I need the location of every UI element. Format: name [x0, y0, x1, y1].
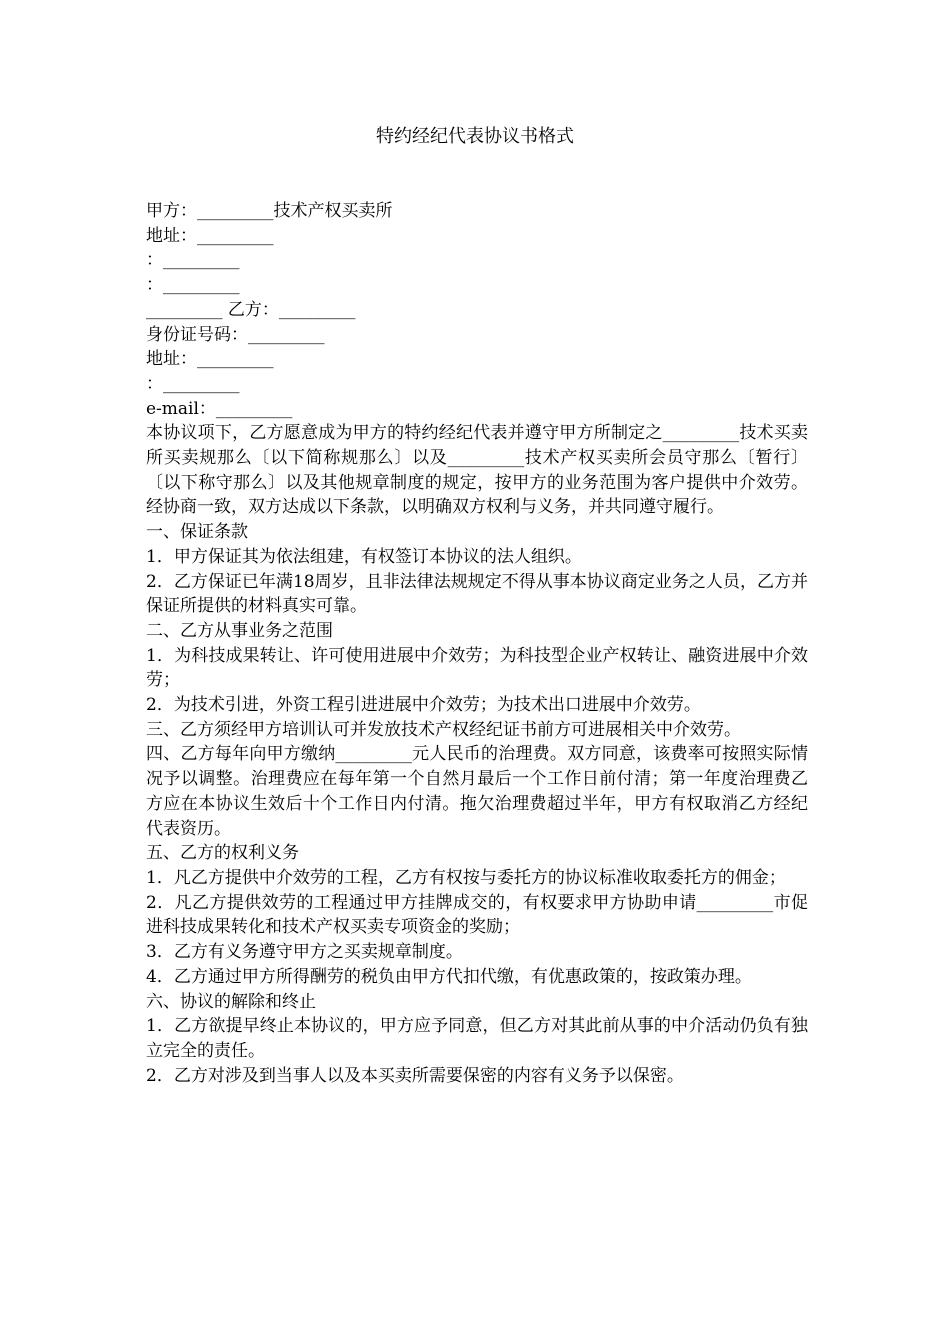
- clause-scope-1: 1．为科技成果转让、许可使用进展中介效劳；为科技型企业产权转让、融资进展中介效劳；: [146, 645, 808, 691]
- clause-guarantee-1: 1．甲方保证其为依法组建，有权签订本协议的法人组织。: [146, 546, 582, 567]
- clause-rights-2: 2．凡乙方提供效劳的工程通过甲方挂牌成交的，有权要求甲方协助申请_________市促进科技成果转化和技术产权买卖专项资金的奖励；: [146, 892, 808, 938]
- section-heading-rights: 五、乙方的权利义务: [146, 843, 299, 864]
- party-a-line: 甲方：_________技术产权买卖所: [146, 201, 393, 221]
- party-b-blank-line: ：_________: [146, 373, 240, 394]
- section-heading-termination: 六、协议的解除和终止: [146, 991, 316, 1012]
- clause-termination-1: 1．乙方欲提早终止本协议的，甲方应予同意，但乙方对其此前从事的中介活动仍负有独立完全的责任。: [146, 1016, 808, 1061]
- party-b-id-line: 身份证号码：_________: [146, 324, 325, 345]
- clause-guarantee-2: 2．乙方保证已年满18周岁，且非法律法规规定不得从事本协议商定业务之人员，乙方并保证所提供的材料真实可靠。: [146, 571, 808, 617]
- clause-rights-4: 4．乙方通过甲方所得酬劳的税负由甲方代扣代缴，有优惠政策的，按政策办理。: [146, 966, 752, 987]
- document-body: [146, 199, 808, 1088]
- clause-scope-2: 2．为技术引进，外资工程引进进展中介效劳；为技术出口进展中介效劳。: [146, 695, 701, 716]
- party-b-line: _________ 乙方：_________: [146, 299, 356, 320]
- party-b-email-line: e-mail：_________: [146, 398, 293, 419]
- section-training: 三、乙方须经甲方培训认可并发放技术产权经纪证书前方可进展相关中介效劳。: [146, 719, 741, 740]
- section-heading-guarantee: 一、保证条款: [146, 522, 248, 543]
- section-heading-scope: 二、乙方从事业务之范围: [146, 620, 333, 641]
- party-b-address-line: 地址：_________: [146, 349, 274, 370]
- section-fees: 四、乙方每年向甲方缴纳_________元人民币的治理费。双方同意，该费率可按照实际情况予以调整。治理费应在每年第一个自然月最后一个工作日前付清；第一年度治理费乙方应在本协议生效后十个工作日内付清。拖欠治理费超过半年，甲方有权取消乙方经纪代表资历。: [146, 744, 808, 839]
- clause-rights-3: 3．乙方有义务遵守甲方之买卖规章制度。: [146, 942, 463, 963]
- party-a-address-line: 地址：_________: [146, 225, 274, 246]
- preamble-paragraph: 本协议项下，乙方愿意成为甲方的特约经纪代表并遵守甲方所制定之_________技术买卖所买卖规那么〔以下简称规那么〕以及_________技术产权买卖所会员守那么〔暂行〕〔以下称守那么〕以及其他规章制度的规定，按甲方的业务范围为客户提供中介效劳。经协商一致，双方达成以下条款，以明确双方权利与义务，并共同遵守履行。: [146, 423, 808, 518]
- document-title: 特约经纪代表协议书格式: [376, 126, 574, 147]
- party-a-blank-line-1: ：_________: [146, 250, 240, 271]
- party-a-blank-line-2: ：_________: [146, 275, 240, 296]
- clause-rights-1: 1．凡乙方提供中介效劳的工程，乙方有权按与委托方的协议标准收取委托方的佣金；: [146, 867, 786, 888]
- clause-termination-2: 2．乙方对涉及到当事人以及本买卖所需要保密的内容有义务予以保密。: [146, 1065, 684, 1086]
